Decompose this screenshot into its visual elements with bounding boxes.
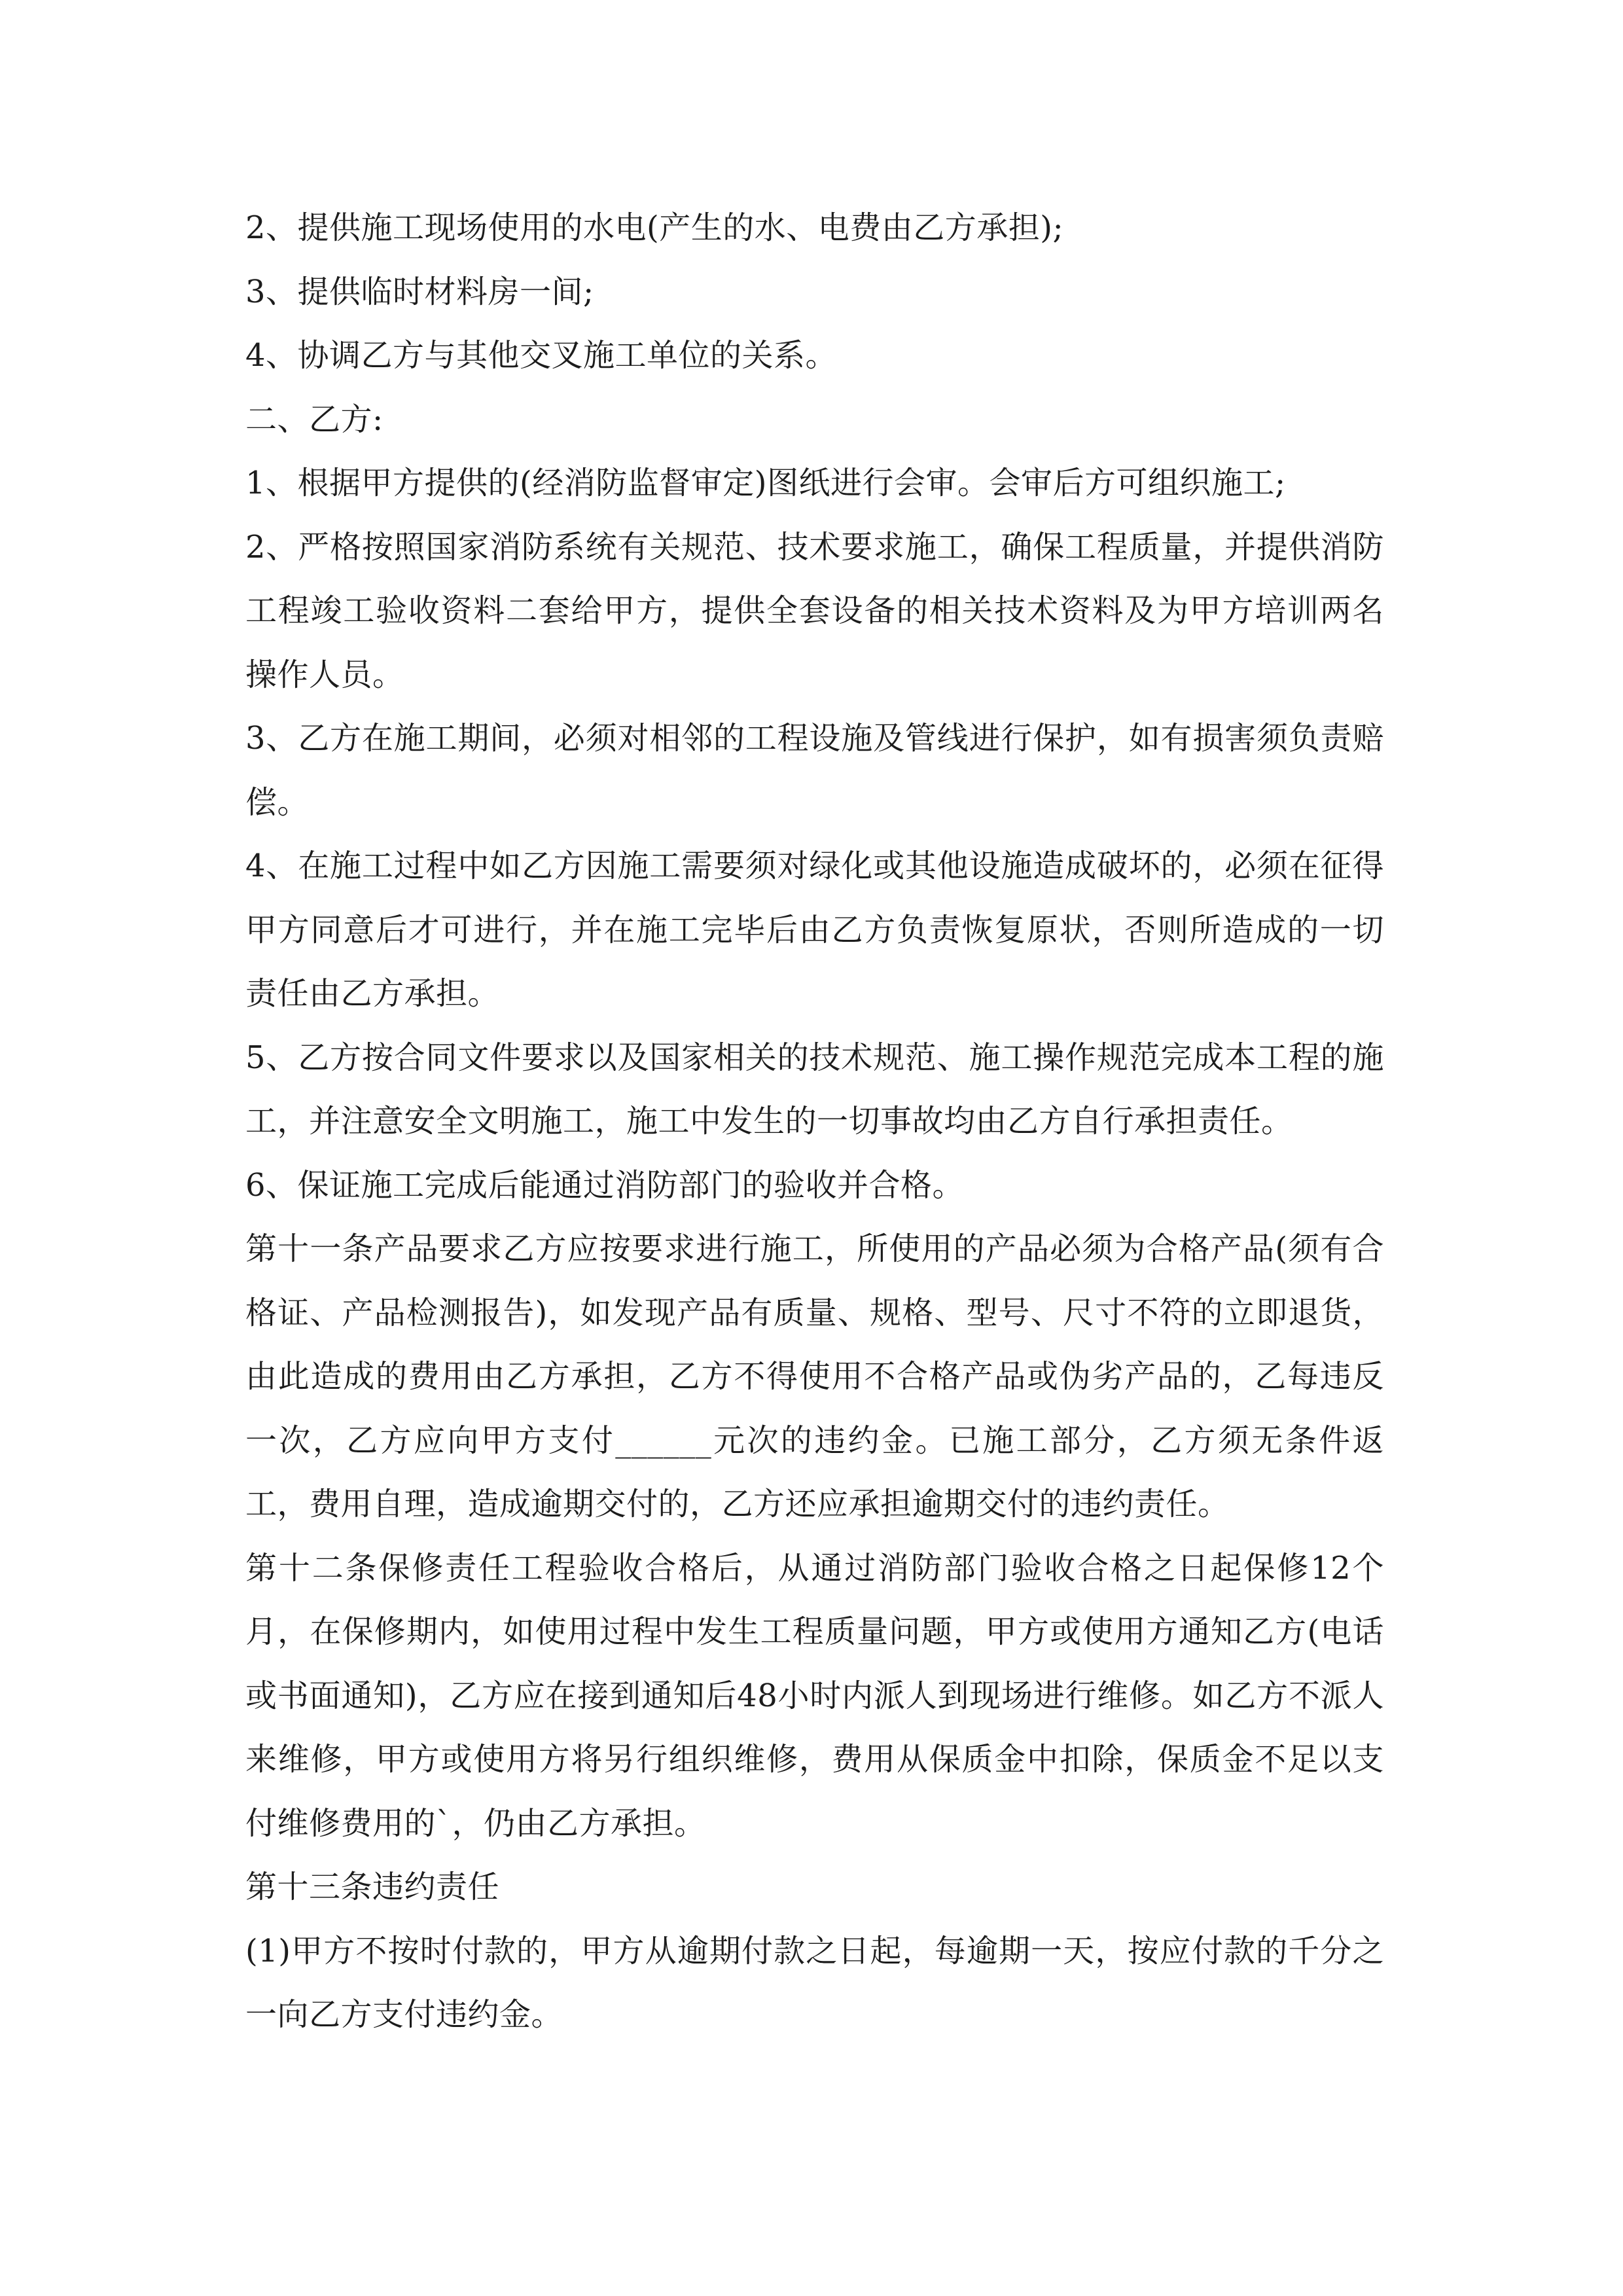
paragraph-item-3-protection: 3、乙方在施工期间，必须对相邻的工程设施及管线进行保护，如有损害须负责赔偿。 [245,720,1384,821]
paragraph-item-1-drawing-review: 1、根据甲方提供的(经消防监督审定)图纸进行会审。会审后方可组织施工; [245,465,1286,501]
paragraph-item-2-utilities: 2、提供施工现场使用的水电(产生的水、电费由乙方承担); [245,209,1064,246]
paragraph-item-4-coordination: 4、协调乙方与其他交叉施工单位的关系。 [245,337,838,374]
article-12-warranty: 第十二条保修责任工程验收合格后，从通过消防部门验收合格之日起保修12个月，在保修期内，如使用过程中发生工程质量问题，甲方或使用方通知乙方(电话或书面通知)，乙方应在接到通知后48小时内派人到现场进行维修。如乙方不派人来维修，甲方或使用方将另行组织维修，费用从保质金中扣除，保质金不足以支付维修费用的`，仍由乙方承担。 [245,1549,1384,1842]
paragraph-item-2-construction-standards: 2、严格按照国家消防系统有关规范、技术要求施工，确保工程质量，并提供消防工程竣工验收资料二套给甲方，提供全套设备的相关技术资料及为甲方培训两名操作人员。 [245,528,1384,693]
article-13-clause-1-late-payment: (1)甲方不按时付款的，甲方从逾期付款之日起，每逾期一天，按应付款的千分之一向乙方支付违约金。 [245,1932,1384,2033]
paragraph-item-6-acceptance: 6、保证施工完成后能通过消防部门的验收并合格。 [245,1166,965,1204]
article-11-product-requirements: 第十一条产品要求乙方应按要求进行施工，所使用的产品必须为合格产品(须有合格证、产品检测报告)，如发现产品有质量、规格、型号、尺寸不符的立即退货，由此造成的费用由乙方承担，乙方不得使用不合格产品或伪劣产品的，乙每违反一次，乙方应向甲方支付______元次的违约金。已施工部分，乙方须无条件返工，费用自理，造成逾期交付的，乙方还应承担逾期交付的违约责任。 [245,1230,1384,1522]
paragraph-item-3-storage-room: 3、提供临时材料房一间; [245,273,594,310]
article-13-heading-liability: 第十三条违约责任 [245,1869,500,1905]
document-body [245,196,1384,2047]
paragraph-item-4-restoration: 4、在施工过程中如乙方因施工需要须对绿化或其他设施造成破坏的，必须在征得甲方同意后才可进行，并在施工完毕后由乙方负责恢复原状，否则所造成的一切责任由乙方承担。 [245,848,1384,1012]
section-heading-party-b: 二、乙方: [245,401,383,438]
paragraph-item-5-safety: 5、乙方按合同文件要求以及国家相关的技术规范、施工操作规范完成本工程的施工，并注意安全文明施工，施工中发生的一切事故均由乙方自行承担责任。 [245,1039,1384,1139]
